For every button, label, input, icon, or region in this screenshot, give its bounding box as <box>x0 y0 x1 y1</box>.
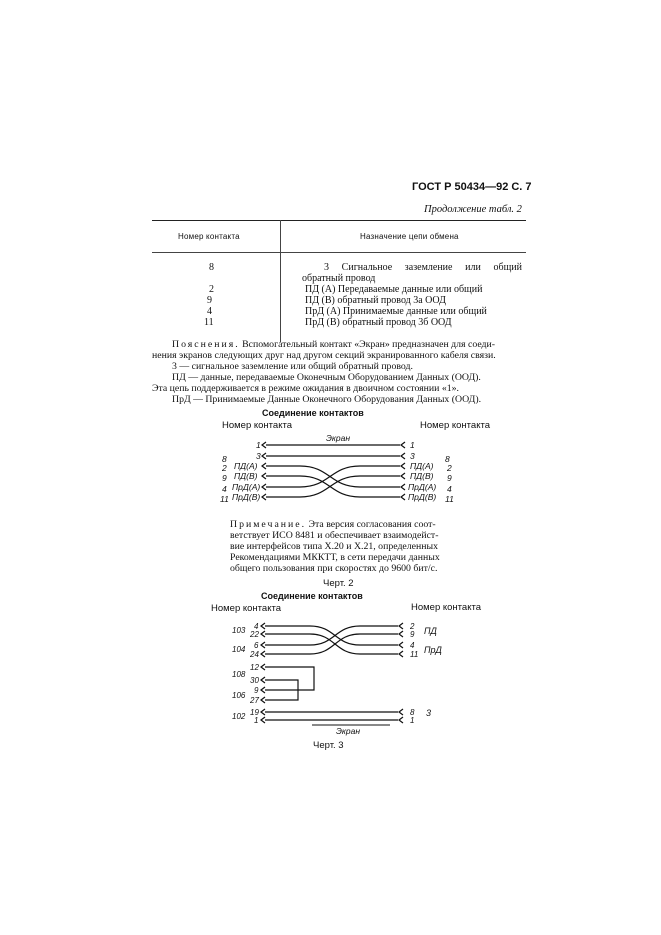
d2-note-line1 <box>230 519 436 530</box>
d3-right-label: ПД <box>424 626 437 636</box>
table-row-desc: ПД (А) Передаваемые данные или общий <box>305 284 483 295</box>
d3-right-pin: 1 <box>410 716 415 725</box>
d2-note-line5: общего пользования при скоростях до 9600 бит/с. <box>230 563 438 574</box>
notes-p1-line2: нения экранов следующих друг над другом секций экранированного кабеля связи. <box>152 350 496 361</box>
d3-shield-label: Экран <box>336 726 361 736</box>
table-col2-header: Назначение цепи обмена <box>360 232 459 241</box>
d3-group-label: 108 <box>232 670 246 679</box>
diagram3-left-label: Номер контакта <box>211 603 281 614</box>
table-row-num: 9 <box>207 295 212 306</box>
diagram3-caption: Черт. 3 <box>313 740 344 751</box>
d2-note-line3: вие интерфейсов типа Х.20 и Х.21, определенных <box>230 541 438 552</box>
d3-wire <box>265 634 398 654</box>
d2-note-line4: Рекомендациями МККТТ, в сети передачи данных <box>230 552 440 563</box>
table-row-desc: 3 Сигнальное заземление или общий обратный провод <box>302 262 522 284</box>
d3-left-pin: 24 <box>250 650 259 659</box>
d2-left-outer: 4 <box>222 484 227 494</box>
d3-wire <box>265 634 398 654</box>
notes-p4: ПрД — Принимаемые Данные Оконечного Оборудования Данных (ООД). <box>172 394 482 405</box>
d2-note-lead: Примечание. <box>230 519 307 530</box>
d3-left-pin: 6 <box>254 641 259 650</box>
d3-left-pin: 12 <box>250 663 259 672</box>
d3-right-pin: 2 <box>410 622 415 631</box>
d2-left-signal: ПрД(В) <box>232 492 261 502</box>
d3-left-pin: 30 <box>250 676 259 685</box>
notes-lead: Пояснения. <box>172 339 240 350</box>
d2-left-pin: 1 <box>256 440 261 450</box>
notes-p2: 3 — сигнальное заземление или общий обратный провод. <box>172 361 413 372</box>
d2-left-signal: ПрД(А) <box>232 482 261 492</box>
d2-left-pin: 3 <box>256 451 261 461</box>
d3-left-pin: 19 <box>250 708 259 717</box>
d2-left-signal: ПД(В) <box>234 471 258 481</box>
d2-left-outer: 9 <box>222 473 227 483</box>
table-col1-header: Номер контакта <box>178 232 240 241</box>
table-row-desc: ПрД (В) обратный провод 3б ООД <box>305 317 452 328</box>
d2-right-outer: 8 <box>445 454 450 464</box>
d2-right-outer: 11 <box>445 494 454 504</box>
diagram2-caption: Черт. 2 <box>323 578 354 589</box>
diagram2-shield-label: Экран <box>326 433 351 443</box>
d3-wire <box>265 626 398 645</box>
d3-right-label: 3 <box>426 708 432 718</box>
d2-right-outer: 9 <box>447 473 452 483</box>
standard-header: ГОСТ Р 50434—92 С. 7 <box>412 181 532 193</box>
d2-right-pin: 1 <box>410 440 415 450</box>
d3-loopback <box>265 667 314 690</box>
d3-group-label: 102 <box>232 712 246 721</box>
diagram3-title: Соединение контактов <box>261 591 363 601</box>
d3-left-pin: 9 <box>254 686 259 695</box>
d3-left-pin: 27 <box>250 696 259 705</box>
notes-p3-line1: ПД — данные, передаваемые Оконечным Оборудованием Данных (ООД). <box>172 372 481 383</box>
d2-right-outer: 4 <box>447 484 452 494</box>
d3-right-pin: 11 <box>410 650 419 659</box>
table-row-desc: ПрД (А) Принимаемые данные или общий <box>305 306 487 317</box>
table-continuation: Продолжение табл. 2 <box>424 204 522 215</box>
d2-right-outer: 2 <box>447 463 452 473</box>
d2-right-pin: ПрД(А) <box>408 482 437 492</box>
d2-left-outer: 8 <box>222 454 227 464</box>
d2-left-signal: ПД(А) <box>234 461 258 471</box>
d2-right-pin: ПрД(В) <box>408 492 437 502</box>
d3-group-label: 104 <box>232 645 246 654</box>
diagram2-left-label: Номер контакта <box>222 420 292 431</box>
table-row-num: 11 <box>204 317 214 328</box>
d3-wire <box>265 626 398 645</box>
d3-right-pin: 8 <box>410 708 415 717</box>
table-row-num: 2 <box>209 284 214 295</box>
d3-right-label: ПрД <box>424 645 442 655</box>
d3-left-pin: 1 <box>254 716 259 725</box>
d2-left-outer: 2 <box>222 463 227 473</box>
notes-p1-text: Вспомогательный контакт «Экран» предназначен для соеди- <box>239 339 496 350</box>
diagram3-right-label: Номер контакта <box>411 602 481 613</box>
d2-right-pin: ПД(В) <box>410 471 434 481</box>
d2-right-pin: 3 <box>410 451 415 461</box>
table-row-num: 4 <box>207 306 212 317</box>
table-row-desc: ПД (В) обратный провод 3а ООД <box>305 295 446 306</box>
d3-right-pin: 9 <box>410 630 415 639</box>
d3-left-pin: 4 <box>254 622 259 631</box>
diagram2-right-label: Номер контакта <box>420 420 490 431</box>
notes-p3-line2: Эта цепь поддерживается в режиме ожидания в двоичном состоянии «1». <box>152 383 459 394</box>
d2-right-pin: ПД(А) <box>410 461 434 471</box>
d3-left-pin: 22 <box>250 630 259 639</box>
d2-note-line2: ветствует ИСО 8481 и обеспечивает взаимодейст- <box>230 530 439 541</box>
table-row-num: 8 <box>209 262 214 273</box>
d3-group-label: 103 <box>232 626 246 635</box>
d3-group-label: 106 <box>232 691 246 700</box>
diagram2-title: Соединение контактов <box>262 408 364 418</box>
d2-note-text: Эта версия согласования соот- <box>306 519 436 530</box>
d2-left-outer: 11 <box>220 494 229 504</box>
d3-right-pin: 4 <box>410 641 415 650</box>
